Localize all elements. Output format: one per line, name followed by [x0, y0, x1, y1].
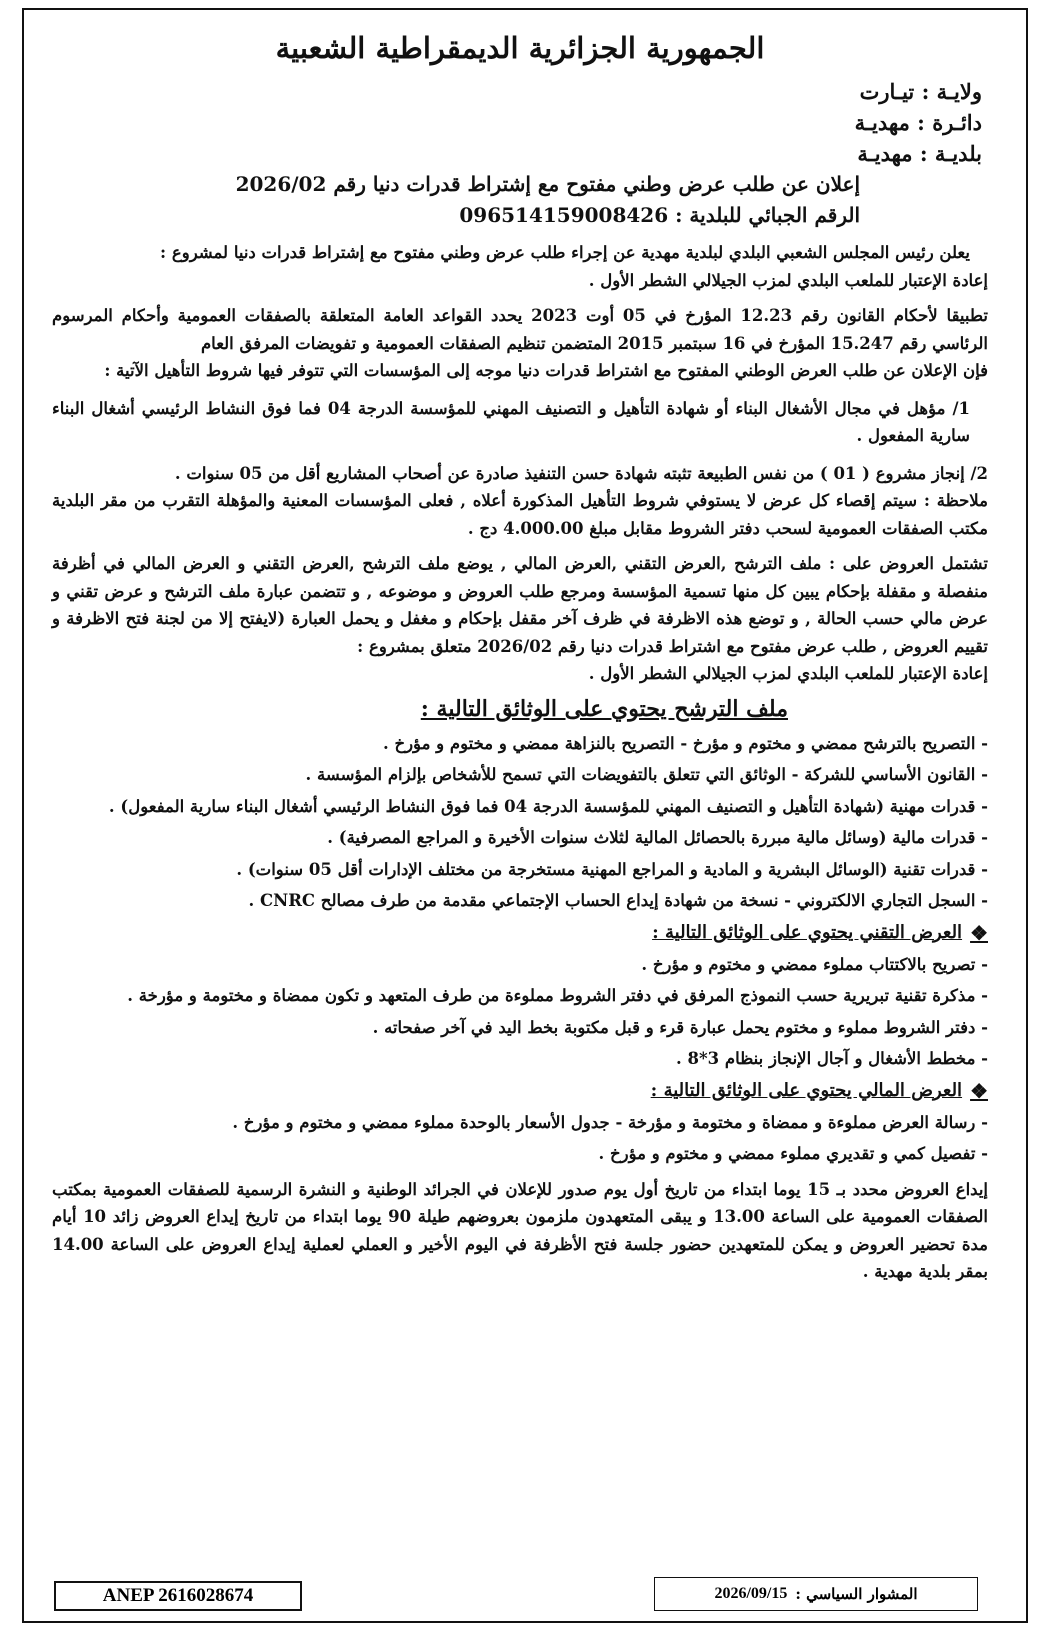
publication-date: 2026/09/15 [714, 1585, 788, 1602]
project-name: إعادة الإعتبار للملعب البلدي لمزب الجيلالي الشطر الأول . [588, 664, 988, 683]
wilaya-line: ولايـة : تيـارت [859, 79, 982, 104]
submission-paragraph: إيداع العروض محدد بـ 15 يوما ابتداء من تاريخ أول يوم صدور للإعلان في الجرائد الوطنية و النشرة الرسمية للصفقات العمومية بمكتب الصفقات العمومية على الساعة 13.00 و يبقى المتعهدون ملزمون بعروضهم طيلة 90 يوما ابتداء من تاريخ إيداع العروض زائد 10 أيام مدة تحضير العروض و يمكن للمتعهدين حضور جلسة فتح الأظرفة في اليوم الأخير و العملي لعملية إيداع العروض على الساعة 14.00 بمقر بلدية مهدية . [52, 1179, 989, 1281]
republic-title: الجمهورية الجزائرية الديمقراطية الشعبية [275, 31, 765, 65]
list-item: - السجل التجاري الالكتروني - نسخة من شهادة إيداع الحساب الإجتماعي مقدمة من طرف مصالح CNRC . [248, 891, 988, 910]
list-item: - دفتر الشروط مملوء و مختوم يحمل عبارة قرء و قبل مكتوبة بخط اليد في آخر صفحاته . [372, 1017, 988, 1037]
offers-paragraph: تشتمل العروض على : ملف الترشح ,العرض التقني ,العرض المالي , يوضع ملف الترشح ,العرض التقني و العرض المالي في أظرفة منفصلة و مقفلة بإحكام يبين كل منها تسمية المؤسسة ومرجع طلب العروض و موضوعه , و تتضمن عبارة ملف الترشح و عرض تقني و عرض مالي حسب الحالة , و توضع هذه الاظرفة في ظرف آخر مقفل بإحكام و مغفل و يحمل العبارة (لايفتح إلا من لجنة فتح الاظرفة و تقييم العروض , طلب عرض مفتوح مع اشتراط قدرات دنيا رقم 2026/02 متعلق بمشروع : [52, 554, 988, 656]
publication-box [654, 1577, 978, 1611]
candidature-list [52, 730, 988, 915]
announcement-body [24, 30, 1026, 1286]
candidature-heading: ملف الترشح يحتوي على الوثائق التالية : [420, 695, 788, 722]
tax-id: الرقم الجبائي للبلدية : 096514159008426 [459, 203, 860, 227]
intro-project: إعادة الإعتبار للملعب البلدي لمزب الجيلالي الشطر الأول . [588, 270, 988, 290]
announcement-heading [52, 169, 860, 231]
technical-heading: العرض التقني يحتوي على الوثائق التالية : [652, 921, 963, 943]
list-item: - رسالة العرض مملوءة و ممضاة و مختومة و مؤرخة - جدول الأسعار بالوحدة مملوء ممضي و مختوم و مؤرخ . [232, 1112, 988, 1132]
financial-heading: العرض المالي يحتوي على الوثائق التالية : [650, 1079, 963, 1101]
diamond-bullet-icon: ❖ [970, 920, 988, 945]
announcement-title: إعلان عن طلب عرض وطني مفتوح مع إشتراط قدرات دنيا رقم 2026/02 [235, 172, 860, 196]
technical-heading-row [52, 919, 988, 947]
daira-line: دائـرة : مهديـة [854, 110, 982, 135]
intro-line: يعلن رئيس المجلس الشعبي البلدي لبلدية مهدية عن إجراء طلب عرض وطني مفتوح مع إشتراط قدرات دنيا لمشروع : [160, 243, 970, 262]
baladiya-line: بلديـة : مهديـة [857, 141, 982, 166]
list-item: - القانون الأساسي للشركة - الوثائق التي تتعلق بالتفويضات التي تسمح للأشخاص بإلزام المؤسسة . [305, 765, 988, 784]
anep-reference: ANEP 2616028674 [54, 1581, 302, 1611]
financial-list [52, 1109, 988, 1168]
list-item: - قدرات مهنية (شهادة التأهيل و التصنيف المهني للمؤسسة الدرجة 04 فما فوق النشاط الرئيسي أشغال البناء سارية المفعول) . [108, 796, 988, 816]
legal-basis: تطبيقا لأحكام القانون رقم 12.23 المؤرخ في 05 أوت 2023 يحدد القواعد العامة المتعلقة بالصفقات العمومية وأحكام المرسوم الرئاسي رقم 15.247 المؤرخ في 16 سبتمبر 2015 المتضمن تنظيم الصفقات العمومية و تفويضات المرفق العام [52, 306, 988, 353]
list-item: - تصريح بالاكتتاب مملوء ممضي و مختوم و مؤرخ . [641, 954, 988, 974]
condition-1: 1/ مؤهل في مجال الأشغال البناء أو شهادة التأهيل و التصنيف المهني للمؤسسة الدرجة 04 فما فوق النشاط الرئيسي أشغال البناء سارية المفعول . [52, 398, 970, 445]
administrative-header [52, 76, 982, 169]
diamond-bullet-icon: ❖ [970, 1078, 988, 1103]
list-item: - قدرات تقنية (الوسائل البشرية و المادية و المراجع المهنية مستخرجة من مختلف الإدارات أقل 05 سنوات) . [236, 859, 988, 879]
financial-heading-row [52, 1077, 988, 1105]
qualification-intro: فإن الإعلان عن طلب العرض الوطني المفتوح مع اشتراط قدرات دنيا موجه إلى المؤسسات التي تتوفر فيها شروط التأهيل الآتية : [104, 361, 988, 380]
list-item: - قدرات مالية (وسائل مالية مبررة بالحصائل المالية لثلاث سنوات الأخيرة و المراجع المصرفية) . [327, 828, 988, 847]
newspaper-ad-frame [22, 8, 1028, 1623]
condition-2: 2/ إنجاز مشروع ( 01 ) من نفس الطبيعة تثبته شهادة حسن التنفيذ صادرة عن أصحاب المشاريع أقل من 05 سنوات . [174, 463, 988, 483]
technical-list [52, 951, 988, 1073]
list-item: - مخطط الأشغال و آجال الإنجاز بنظام 3*8 . [676, 1049, 988, 1068]
remark-paragraph: ملاحظة : سيتم إقصاء كل عرض لا يستوفي شروط التأهيل المذكورة أعلاه , فعلى المؤسسات المعنية والمؤهلة التقرب من مقر البلدية مكتب الصفقات العمومية لسحب دفتر الشروط مقابل مبلغ 4.000.00 دج . [52, 491, 988, 538]
newspaper-label: المشوار السياسي : [795, 1585, 918, 1603]
list-item: - مذكرة تقنية تبريرية حسب النموذج المرفق في دفتر الشروط مملوءة من طرف المتعهد و تكون ممضاة و مختومة و مؤرخة . [127, 986, 988, 1005]
list-item: - التصريح بالترشح ممضي و مختوم و مؤرخ - التصريح بالنزاهة ممضي و مختوم و مؤرخ . [382, 733, 988, 753]
list-item: - تفصيل كمي و تقديري مملوء ممضي و مختوم و مؤرخ . [598, 1144, 988, 1163]
